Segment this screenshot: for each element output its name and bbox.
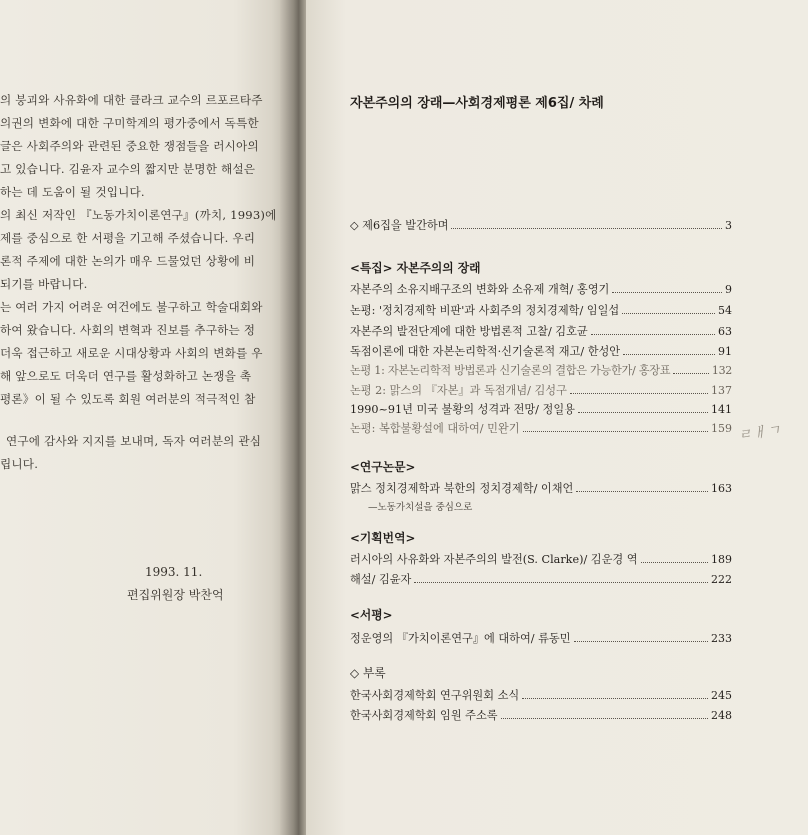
toc-page-number: 222 <box>711 573 732 586</box>
toc-page-number: 54 <box>718 304 732 317</box>
preface-line: 고 있습니다. 김윤자 교수의 짧지만 분명한 해설은 <box>0 162 256 176</box>
toc-page-number: 9 <box>725 283 732 296</box>
toc-page-number: 233 <box>711 632 732 645</box>
preface-line: 되기를 바랍니다. <box>0 277 88 291</box>
leader-dots <box>623 344 715 355</box>
toc-row <box>350 420 732 436</box>
leader-dots <box>523 421 708 432</box>
toc-row <box>350 323 732 339</box>
preface-line: 하여 왔습니다. 사회의 변혁과 진보를 추구하는 정 <box>0 323 256 337</box>
toc-intro-row <box>350 217 732 233</box>
toc-page-number: 3 <box>725 219 732 232</box>
toc-entry-title: 자본주의 발전단계에 대한 방법론적 고찰/ 김호균 <box>350 325 588 338</box>
toc-row <box>350 362 732 378</box>
preface-line: 더욱 접근하고 새로운 시대상황과 사회의 변화를 우 <box>0 346 263 360</box>
leader-dots <box>622 303 715 314</box>
toc-entry-title: 독점이론에 대한 자본논리학적·신기술론적 재고/ 한성안 <box>350 345 621 358</box>
leader-dots <box>673 363 709 374</box>
toc-row <box>350 401 732 417</box>
toc-page-number: 91 <box>718 345 732 358</box>
preface-line: 글은 사회주의와 관련된 중요한 쟁점들을 러시아의 <box>0 139 259 153</box>
preface-line: 연구에 감사와 지지를 보내며, 독자 여러분의 관심 <box>6 434 262 448</box>
toc-entry-title: 맑스 정치경제학과 북한의 정치경제학/ 이채언 <box>350 482 574 495</box>
section-heading-appendix: ◇ 부록 <box>350 666 386 680</box>
section-heading-translation: <기획번역> <box>350 531 416 545</box>
leader-dots <box>501 708 708 719</box>
handwritten-margin-note: ㄹㅐㄱ <box>737 422 783 444</box>
toc-entry-title: 해설/ 김윤자 <box>350 573 412 586</box>
preface-line: 의 최신 저작인 『노동가치이론연구』(까치, 1993)에 <box>0 208 277 222</box>
toc-page-number: 63 <box>718 325 732 338</box>
toc-page-number: 245 <box>711 689 732 702</box>
toc-entry-title: 논평: 복합불황설에 대하여/ 민완기 <box>350 422 520 435</box>
preface-line: 평론》이 될 수 있도록 회원 여러분의 적극적인 참 <box>0 392 256 406</box>
toc-page-number: 159 <box>711 422 732 435</box>
section-heading-special: <특집> 자본주의의 장래 <box>350 261 481 275</box>
toc-entry-title: 러시아의 사유화와 자본주의의 발전(S. Clarke)/ 김운경 역 <box>350 553 638 566</box>
leader-dots <box>414 572 708 583</box>
preface-line: 립니다. <box>0 457 39 471</box>
preface-date: 1993. 11. <box>145 565 203 579</box>
toc-row <box>350 480 732 496</box>
toc-row <box>350 630 732 646</box>
leader-dots <box>570 383 708 394</box>
toc-entry-title: 논평: '정치경제학 비판'과 사회주의 정치경제학/ 임일섭 <box>350 304 620 317</box>
toc-page-number: 132 <box>711 364 732 377</box>
preface-line: 의 붕괴와 사유화에 대한 클라크 교수의 르포르타주 <box>0 93 263 107</box>
leader-dots <box>591 324 715 335</box>
toc-page-number: 189 <box>711 553 732 566</box>
toc-entry-title: 한국사회경제학회 연구위원회 소식 <box>350 689 520 702</box>
toc-row <box>350 687 732 703</box>
leader-dots <box>574 631 708 642</box>
left-page <box>0 0 292 835</box>
toc-entry-title: ◇ 제6집을 발간하며 <box>350 219 449 232</box>
toc-row <box>350 571 732 587</box>
toc-row <box>350 302 732 318</box>
preface-signature: 편집위원장 박찬억 <box>127 588 224 602</box>
preface-line: 제를 중심으로 한 서평을 기고해 주셨습니다. 우리 <box>0 231 256 245</box>
leader-dots <box>451 218 722 229</box>
toc-row <box>350 551 732 567</box>
leader-dots <box>612 282 722 293</box>
toc-entry-title: 한국사회경제학회 임원 주소록 <box>350 709 498 722</box>
toc-subtitle: —노동가치설을 중심으로 <box>368 502 473 513</box>
toc-page-number: 141 <box>711 403 732 416</box>
preface-line: 는 여러 가지 어려운 여건에도 불구하고 학술대회와 <box>0 300 263 314</box>
toc-entry-title: 자본주의 소유지배구조의 변화와 소유제 개혁/ 홍영기 <box>350 283 610 296</box>
toc-page-number: 163 <box>711 482 732 495</box>
toc-entry-title: 논평 2: 맑스의 『자본』과 독점개념/ 김성구 <box>350 384 567 397</box>
toc-entry-title: 정운영의 『가치이론연구』에 대하여/ 류동민 <box>350 632 571 645</box>
toc-entry-title: 논평 1: 자본논리학적 방법론과 신기술론의 결합은 가능한가/ 홍장표 <box>350 364 671 377</box>
preface-line: 론적 주제에 대한 논의가 매우 드물었던 상황에 비 <box>0 254 256 268</box>
section-heading-research: <연구논문> <box>350 460 416 474</box>
toc-row <box>350 281 732 297</box>
leader-dots <box>522 688 708 699</box>
section-heading-review: <서평> <box>350 608 393 622</box>
leader-dots <box>578 402 708 413</box>
preface-line: 하는 데 도움이 될 것입니다. <box>0 185 145 199</box>
toc-page-number: 137 <box>711 384 732 397</box>
preface-line: 의권의 변화에 대한 구미학계의 평가중에서 독특한 <box>0 116 259 130</box>
leader-dots <box>576 481 708 492</box>
toc-row <box>350 343 732 359</box>
preface-line: 해 앞으로도 더욱더 연구를 활성화하고 논쟁을 촉 <box>0 369 252 383</box>
toc-row <box>350 707 732 723</box>
toc-row <box>350 382 732 398</box>
toc-title: 자본주의의 장래—사회경제평론 제6집/ 차례 <box>350 96 604 111</box>
toc-page-number: 248 <box>711 709 732 722</box>
leader-dots <box>641 552 708 563</box>
toc-entry-title: 1990~91년 미국 불황의 성격과 전망/ 정일용 <box>350 403 575 416</box>
